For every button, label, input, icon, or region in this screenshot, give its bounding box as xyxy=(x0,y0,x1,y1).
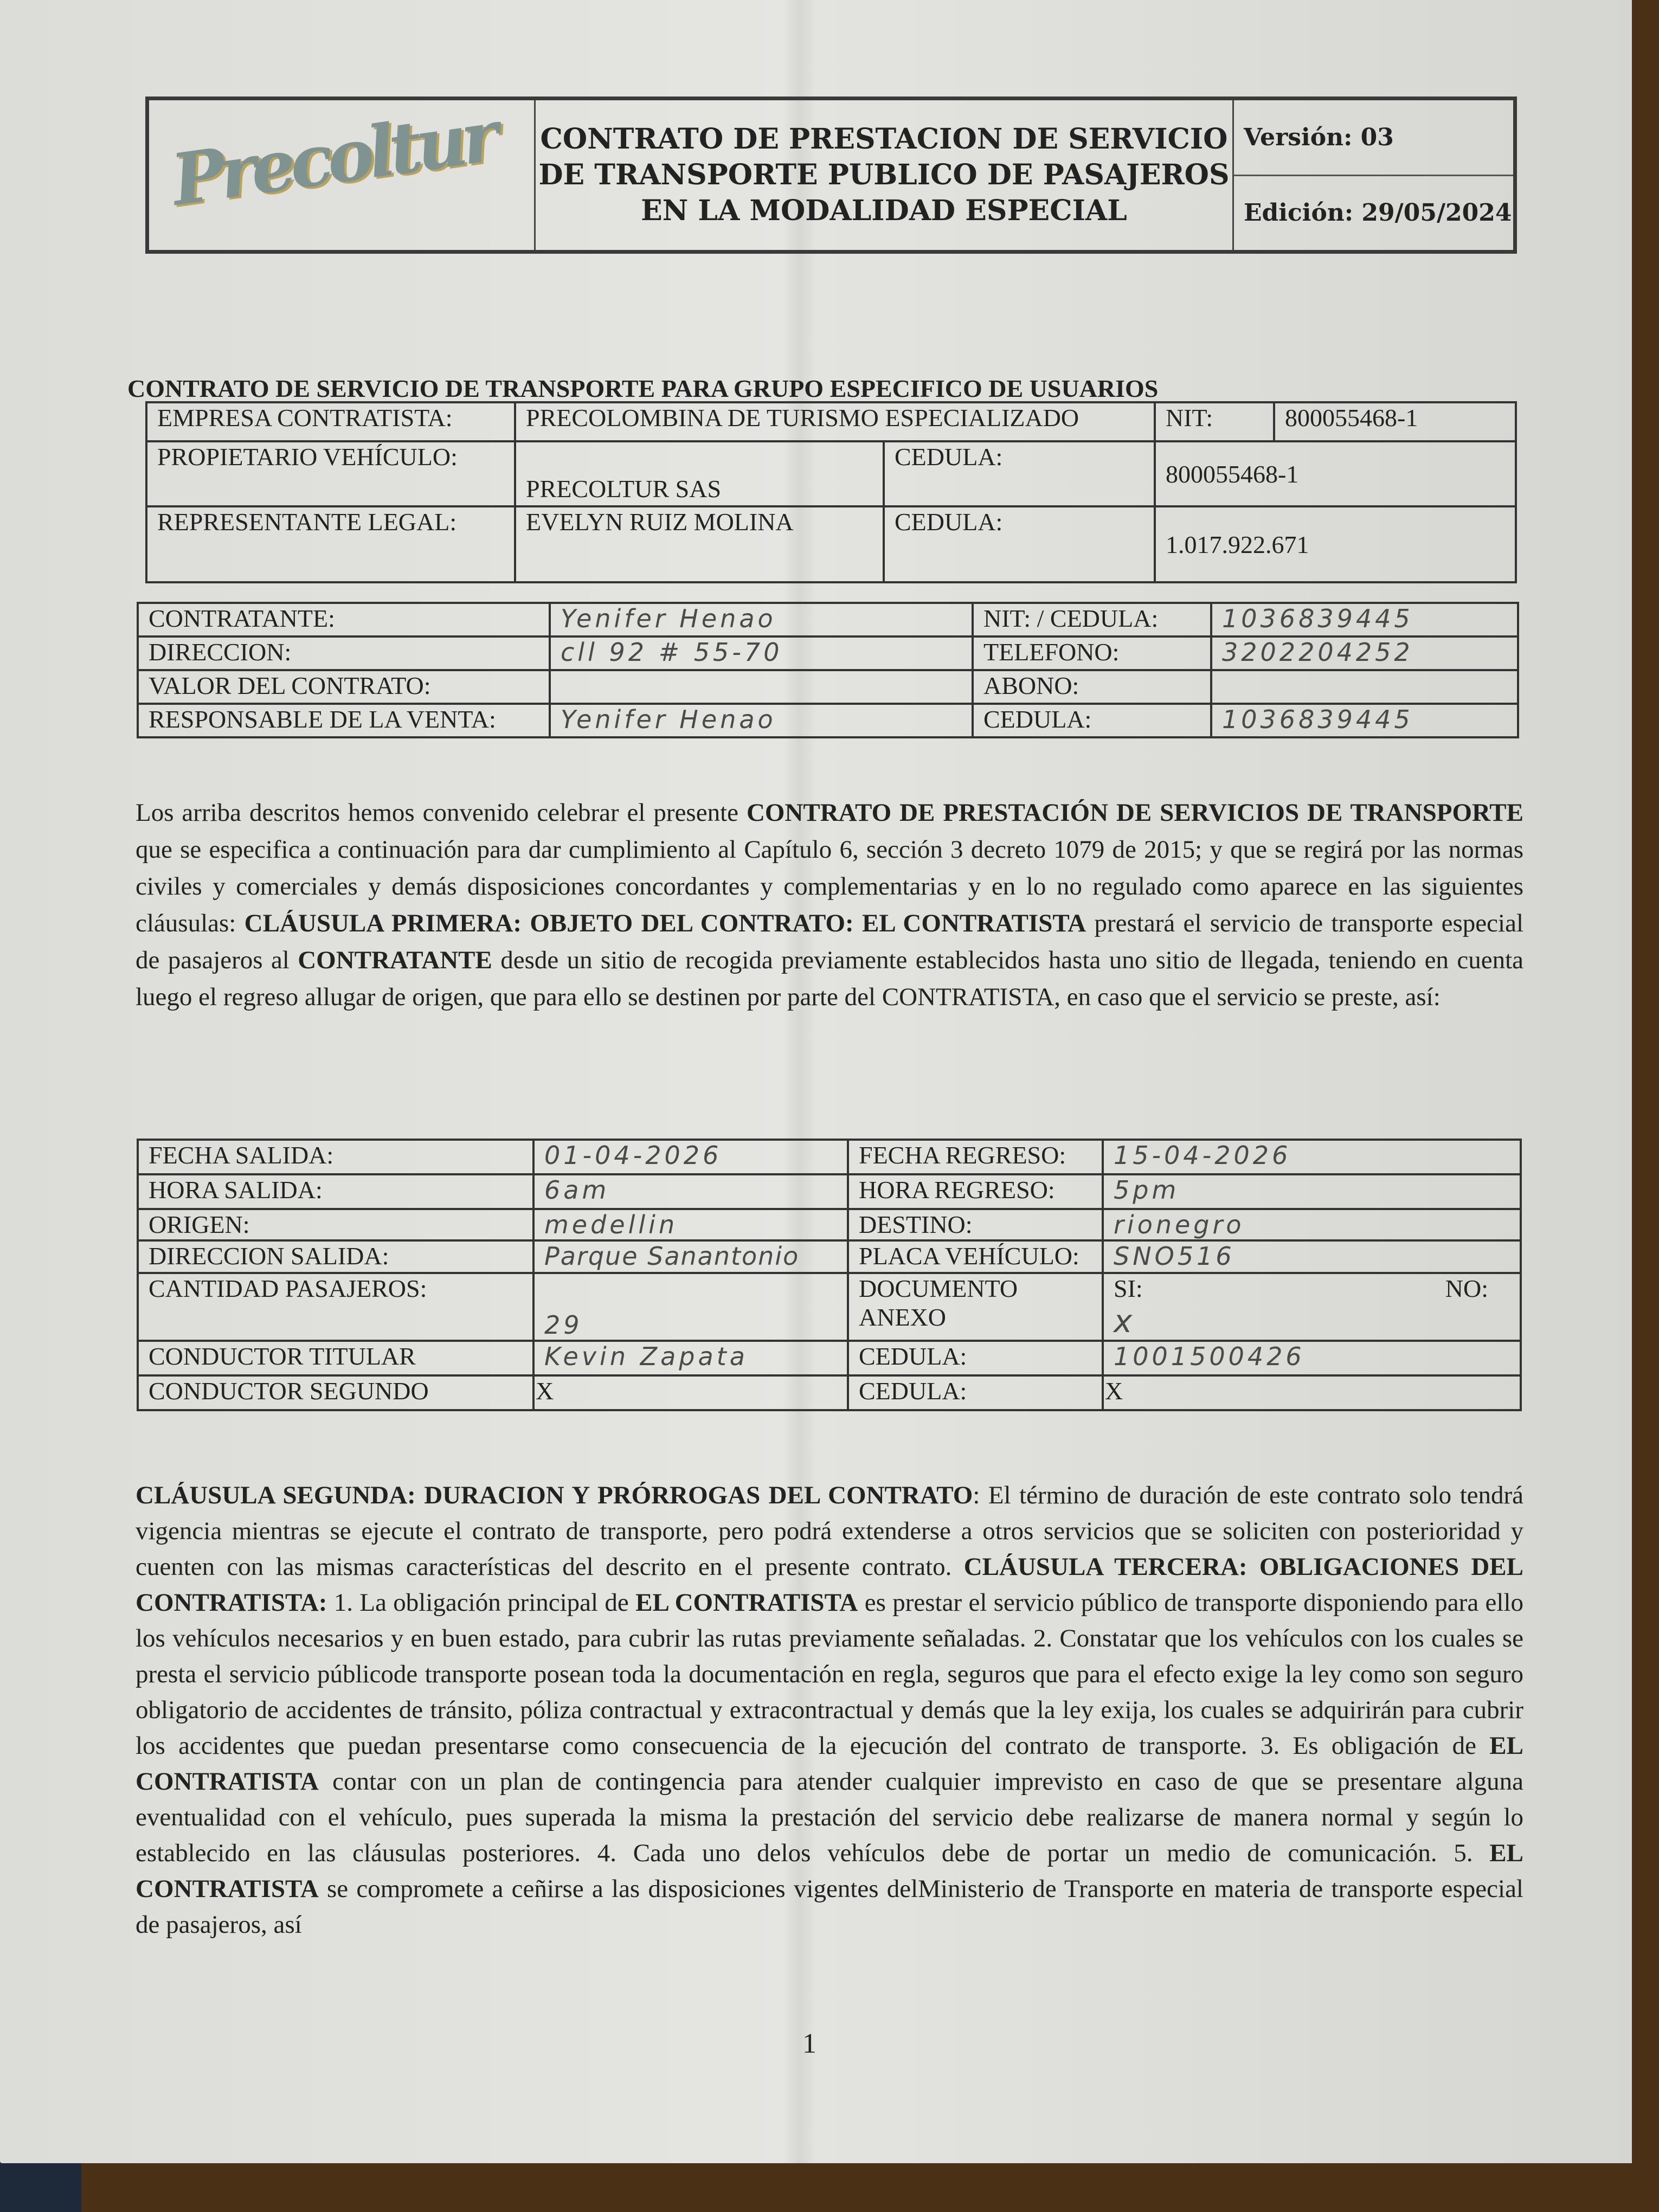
direccion-value[interactable]: cll 92 # 55-70 xyxy=(550,636,973,670)
representante-label: REPRESENTANTE LEGAL: xyxy=(146,506,515,582)
cedula-titular-label: CEDULA: xyxy=(848,1341,1103,1375)
logo-cell xyxy=(149,94,536,250)
si-checkbox-mark[interactable]: x xyxy=(1114,1303,1136,1340)
contratante-label: CONTRATANTE: xyxy=(138,603,550,636)
representante-cedula-value: 1.017.922.671 xyxy=(1155,506,1516,582)
propietario-label: PROPIETARIO VEHÍCULO: xyxy=(146,441,515,506)
clause-bold-contratista-1: EL CONTRATISTA xyxy=(635,1589,858,1617)
page-number: 1 xyxy=(802,2028,816,2059)
conductor-segundo-value[interactable]: X xyxy=(533,1375,848,1410)
fecha-regreso-value[interactable]: 15-04-2026 xyxy=(1103,1140,1521,1174)
cedula-titular-value[interactable]: 1001500426 xyxy=(1103,1341,1521,1375)
nit-value: 800055468-1 xyxy=(1274,402,1516,441)
fecha-salida-value[interactable]: 01-04-2026 xyxy=(533,1140,848,1174)
intro-text-4: desde un sitio de recogida previamente establecidos hasta uno sitio de llegada, teniendo en cuenta luego el regreso allugar de origen, que para ello se destinen por parte del CONTRATISTA, en caso que el servicio se preste, así: xyxy=(136,946,1523,1011)
nit-cedula-label: NIT: / CEDULA: xyxy=(973,603,1211,636)
clause-text-4: contar con un plan de contingencia para atender cualquier imprevisto en caso de que se presentare alguna eventualidad con el vehículo, pues superada la misma la prestación del servicio debe realizarse de manera normal y según lo establecido en las cláusulas posteriores. 4. Cada uno delos vehículos debe de portar un medio de comunicación. 5. xyxy=(136,1767,1523,1867)
valor-value[interactable] xyxy=(550,670,973,704)
propietario-cedula-value: 800055468-1 xyxy=(1155,441,1516,506)
clause-bold-contratista-3: EL CONTRATISTA xyxy=(136,1839,1523,1903)
clause-text-2: 1. La obligación principal de xyxy=(327,1589,636,1617)
hora-salida-value[interactable]: 6am xyxy=(533,1174,848,1209)
company-logo: Precoltur xyxy=(166,94,499,222)
responsable-cedula-label: CEDULA: xyxy=(973,704,1211,737)
placa-value[interactable]: SNO516 xyxy=(1103,1240,1521,1273)
documento-anexo-label xyxy=(848,1273,1103,1341)
clause-segunda-title: CLÁUSULA SEGUNDA: DURACION Y PRÓRROGAS DEL CONTRATO xyxy=(136,1481,973,1509)
anexo-label: ANEXO xyxy=(859,1303,946,1331)
telefono-value[interactable]: 3202204252 xyxy=(1211,636,1518,670)
version-label: Versión: 03 xyxy=(1234,100,1513,176)
responsable-value[interactable]: Yenifer Henao xyxy=(550,704,973,737)
cedula-segundo-value[interactable]: X xyxy=(1103,1375,1521,1410)
intro-text-1: Los arriba descritos hemos convenido celebrar el presente xyxy=(136,799,747,827)
destino-value[interactable]: rionegro xyxy=(1103,1209,1521,1240)
clause-text-1: : El término de duración de este contrato solo tendrá vigencia mientras se ejecute el contrato de transporte, pero podrá extenderse a otros servicios que se soliciten con posterioridad y cuenten con las mismas características del descrito en el presente contrato. xyxy=(136,1481,1523,1581)
propietario-cedula-label: CEDULA: xyxy=(884,441,1155,506)
responsable-label: RESPONSABLE DE LA VENTA: xyxy=(138,704,550,737)
hora-salida-label: HORA SALIDA: xyxy=(138,1174,533,1209)
placa-label: PLACA VEHÍCULO: xyxy=(848,1240,1103,1273)
company-table xyxy=(145,401,1517,583)
origen-label: ORIGEN: xyxy=(138,1209,533,1240)
origen-value[interactable]: medellin xyxy=(533,1209,848,1240)
intro-bold-1: CONTRATO DE PRESTACIÓN DE SERVICIOS DE TRANSPORTE xyxy=(746,799,1523,827)
documento-label: DOCUMENTO xyxy=(859,1275,1018,1302)
intro-paragraph xyxy=(136,794,1523,1015)
edition-label: Edición: 29/05/2024 xyxy=(1244,199,1512,227)
trip-table xyxy=(137,1139,1522,1411)
representante-value: EVELYN RUIZ MOLINA xyxy=(515,506,884,582)
conductor-titular-value[interactable]: Kevin Zapata xyxy=(533,1341,848,1375)
abono-value[interactable] xyxy=(1211,670,1518,704)
clause-tercera-title: CLÁUSULA TERCERA: OBLIGACIONES DEL CONTRATISTA: xyxy=(136,1553,1523,1617)
abono-label: ABONO: xyxy=(973,670,1211,704)
document-title xyxy=(536,100,1234,250)
direccion-salida-value[interactable]: Parque Sanantonio xyxy=(533,1240,848,1273)
intro-text-2: que se especifica a continuación para dar cumplimiento al Capítulo 6, sección 3 decreto 1079 de 2015; y que se regirá por las normas civiles y comerciales y demás disposiciones concordantes y complementarias y en lo no regulado como aparece en las siguientes cláusulas: xyxy=(136,835,1523,937)
title-line-1: CONTRATO DE PRESTACION DE SERVICIO xyxy=(540,123,1228,156)
document-header xyxy=(145,94,1517,254)
client-table xyxy=(137,602,1519,738)
no-label: NO: xyxy=(1445,1275,1488,1302)
direccion-salida-label: DIRECCION SALIDA: xyxy=(138,1240,533,1273)
title-line-3: EN LA MODALIDAD ESPECIAL xyxy=(641,194,1127,227)
representante-cedula-label: CEDULA: xyxy=(884,506,1155,582)
nit-cedula-value[interactable]: 1036839445 xyxy=(1211,603,1518,636)
direccion-label: DIRECCION: xyxy=(138,636,550,670)
cantidad-value[interactable]: 29 xyxy=(533,1273,848,1341)
intro-bold-2: CLÁUSULA PRIMERA: OBJETO DEL CONTRATO: EL CONTRATISTA xyxy=(244,909,1086,937)
fecha-regreso-label: FECHA REGRESO: xyxy=(848,1140,1103,1174)
empresa-value: PRECOLOMBINA DE TURISMO ESPECIALIZADO xyxy=(515,402,1155,441)
propietario-value: PRECOLTUR SAS xyxy=(515,441,884,506)
clause-bold-contratista-2: EL CONTRATISTA xyxy=(136,1732,1523,1796)
section-title: CONTRATO DE SERVICIO DE TRANSPORTE PARA GRUPO ESPECIFICO DE USUARIOS xyxy=(127,375,1159,402)
valor-label: VALOR DEL CONTRATO: xyxy=(138,670,550,704)
version-cell xyxy=(1234,100,1513,250)
empresa-label: EMPRESA CONTRATISTA: xyxy=(146,402,515,441)
cedula-segundo-label: CEDULA: xyxy=(848,1375,1103,1410)
responsable-cedula-value[interactable]: 1036839445 xyxy=(1211,704,1518,737)
contratante-value[interactable]: Yenifer Henao xyxy=(550,603,973,636)
intro-text-3: prestará el servicio de transporte especial de pasajeros al xyxy=(136,909,1524,974)
destino-label: DESTINO: xyxy=(848,1209,1103,1240)
clause-text-5: se compromete a ceñirse a las disposiciones vigentes delMinisterio de Transporte en materia de transporte especial de pasajeros, así xyxy=(136,1875,1523,1939)
documento-anexo-options xyxy=(1103,1273,1521,1341)
cantidad-label: CANTIDAD PASAJEROS: xyxy=(138,1273,533,1341)
clause-text-3: es prestar el servicio público de transporte disponiendo para ello los vehículos necesarios y en buen estado, para cubrir las rutas previamente señaladas. 2. Constatar que los vehículos con los cuales se presta el servicio públicode transporte posean toda la documentación en regla, seguros que para el efecto exige la ley como son seguro obligatorio de accidentes de tránsito, póliza contractual y extracontractual y demás que la ley exija, los cuales se adquirirán para cubrir los accidentes que puedan presentarse como consecuencia de la ejecución del contrato de transporte. 3. Es obligación de xyxy=(136,1589,1524,1760)
intro-bold-3: CONTRATANTE xyxy=(298,946,492,974)
conductor-titular-label: CONDUCTOR TITULAR xyxy=(138,1341,533,1375)
telefono-label: TELEFONO: xyxy=(973,636,1211,670)
si-label: SI: xyxy=(1114,1275,1143,1302)
hora-regreso-value[interactable]: 5pm xyxy=(1103,1174,1521,1209)
conductor-segundo-label: CONDUCTOR SEGUNDO xyxy=(138,1375,533,1410)
title-line-2: DE TRANSPORTE PUBLICO DE PASAJEROS xyxy=(538,158,1230,191)
fecha-salida-label: FECHA SALIDA: xyxy=(138,1140,533,1174)
hora-regreso-label: HORA REGRESO: xyxy=(848,1174,1103,1209)
clauses-paragraph xyxy=(136,1477,1523,1943)
nit-label: NIT: xyxy=(1155,402,1274,441)
